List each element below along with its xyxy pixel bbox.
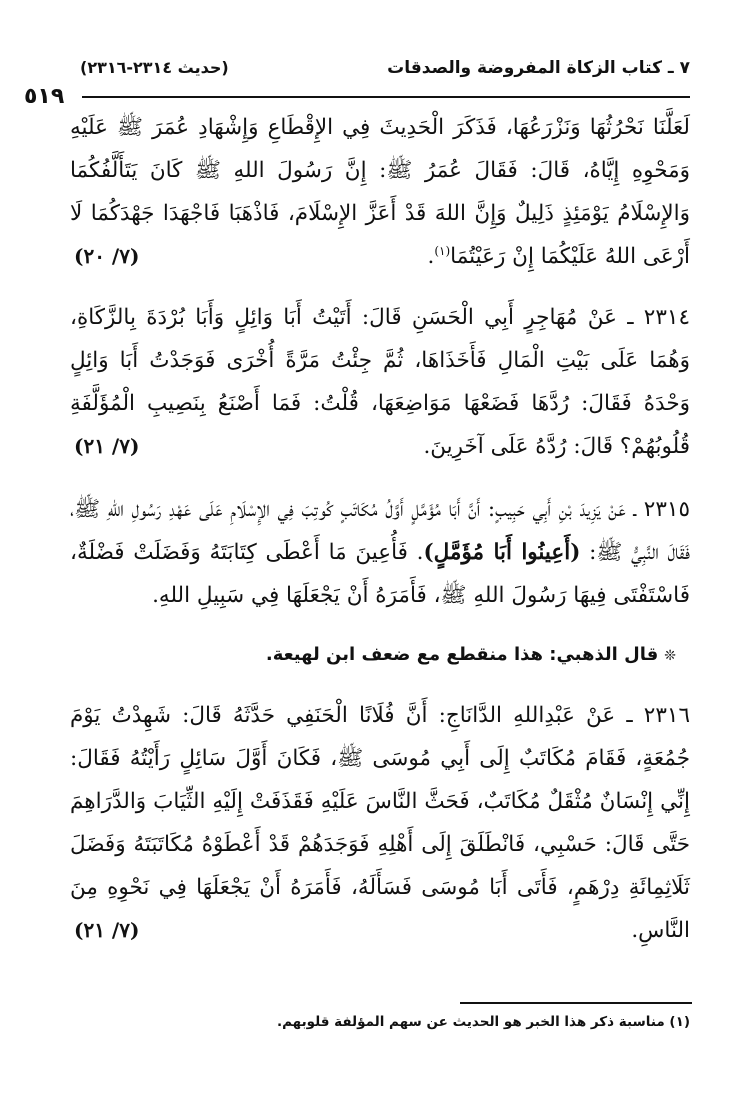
page-body xyxy=(70,106,690,952)
footnote: (١) مناسبة ذكر هذا الخبر هو الحديث عن سهم المؤلفة قلوبهم. xyxy=(276,1014,690,1030)
paragraph-text: ٢٣١٤ ـ عَنْ مُهَاجِرٍ أَبِي الْحَسَنِ قَالَ: أَتَيْتُ أَبَا وَائِلٍ وَأَبَا بُرْدَةَ بِالزَّكَاةِ، وَهُمَا عَلَى بَيْتِ الْمَالِ فَأَخَذَاهَا، ثُمَّ جِئْتُ مَرَّةً أُخْرَى فَوَجَدْتُ أَبَا وَائِلٍ وَحْدَهُ فَقَالَ: رُدَّهَا فَضَعْهَا مَوَاضِعَهَا، قُلْتُ: فَمَا أَصْنَعُ بِنَصِيبِ الْمُؤَلَّفَةِ قُلُوبُهُمْ؟ قَالَ: رُدَّهُ عَلَى آخَرِينَ. xyxy=(70,305,690,459)
note-text: قال الذهبي: هذا منقطع مع ضعف ابن لهيعة. xyxy=(265,644,659,665)
star-icon: ❊ xyxy=(664,648,676,664)
paragraph-text: ٢٣١٦ ـ عَنْ عَبْدِاللهِ الدَّانَاجِ: أَنَّ فُلَانًا الْحَنَفِي حَدَّثَهُ قَالَ: شَهِدْتُ يَوْمَ جُمُعَةٍ، فَقَامَ مُكَاتَبٌ إِلَى أَبِي مُوسَى ﷺ، فَكَانَ أَوَّلَ سَائِلٍ رَأَيْتُهُ فَقَالَ: إِنِّي إِنْسَانٌ مُثْقَلٌ مُكَاتَبٌ، فَحَثَّ النَّاسَ عَلَيْهِ فَقَذَفَتْ إِلَيْهِ الثِّيَابَ وَالدَّرَاهِمَ حَتَّى قَالَ: حَسْبِي، فَانْطَلَقَ إِلَى أَهْلِهِ فَوَجَدَهُمْ قَدْ أَعْطَوْهُ مُكَاتَبَتَهُ وَفَضَلَ ثَلَاثِمِائَةِ دِرْهَمٍ، فَأَتَى أَبَا مُوسَى فَسَأَلَهُ، فَأَمَرَهُ أَنْ يَجْعَلَهَا فِي نَحْوِهِ مِنَ النَّاسِ. xyxy=(70,703,690,943)
page-number: ٥١٩ xyxy=(24,84,65,109)
paragraph-text: . فَأُعِينَ مَا أَعْطَى كِتَابَتَهُ وَفَضَلَتْ فَضْلَةٌ، فَاسْتَفْتَى فِيهَا رَسُولَ اللهِ ﷺ، فَأَمَرَهُ أَنْ يَجْعَلَهَا فِي سَبِيلِ اللهِ. xyxy=(70,540,690,608)
prophet-quote: (أَعِينُوا أَبَا مُؤَمَّلٍ) xyxy=(423,540,581,565)
source-reference: (٧/ ٢٠) xyxy=(74,244,140,268)
hadith-range: (حديث ٢٣١٤-٢٣١٦) xyxy=(80,58,229,77)
hadith-2315 xyxy=(70,488,690,617)
source-reference: (٧/ ٢١) xyxy=(74,918,140,942)
dhahabi-note xyxy=(70,635,676,676)
footnote-divider xyxy=(460,1002,692,1004)
paragraph-text: ٢٣١٥ ـ عَنْ يَزِيدَ بْنِ أَبِي حَبِيبٍ: أَنَّ أَبَا مُؤَمَّلٍ أَوَّلُ مُكَاتَبٍ كُوتِبَ فِي الإِسْلَامِ عَلَى عَهْدِ رَسُولِ اللهِ ﷺ، فَقَالَ النَّبِيُّ ﷺ: xyxy=(70,497,691,565)
paragraph-text: لَعَلَّنَا نَحْرُثُهَا وَنَزْرَعُهَا، فَذَكَرَ الْحَدِيثَ فِي الإِقْطَاعِ وَإِشْهَادِ عُمَرَ ﷺ عَلَيْهِ وَمَحْوِهِ إِيَّاهُ، قَالَ: فَقَالَ عُمَرُ ﷺ: إِنَّ رَسُولَ اللهِ ﷺ كَانَ يَتَأَلَّفُكُمَا وَالإِسْلَامُ يَوْمَئِذٍ ذَلِيلٌ وَإِنَّ اللهَ قَدْ أَعَزَّ الإِسْلَامَ، فَاذْهَبَا فَاجْهَدَا جَهْدَكُمَا لَا أَرْعَى اللهُ عَلَيْكُمَا إِنْ رَعَيْتُمَا xyxy=(70,115,690,269)
footnote-marker[interactable]: (١) xyxy=(434,243,451,258)
hadith-2314 xyxy=(70,296,690,468)
source-reference: (٧/ ٢١) xyxy=(74,434,140,458)
header-divider xyxy=(82,96,690,98)
chapter-title: ٧ ـ كتاب الزكاة المفروضة والصدقات xyxy=(387,58,690,78)
paragraph-continuation xyxy=(70,106,690,278)
running-header xyxy=(80,56,690,90)
hadith-2316 xyxy=(70,694,690,952)
sentence-end: . xyxy=(427,244,435,269)
